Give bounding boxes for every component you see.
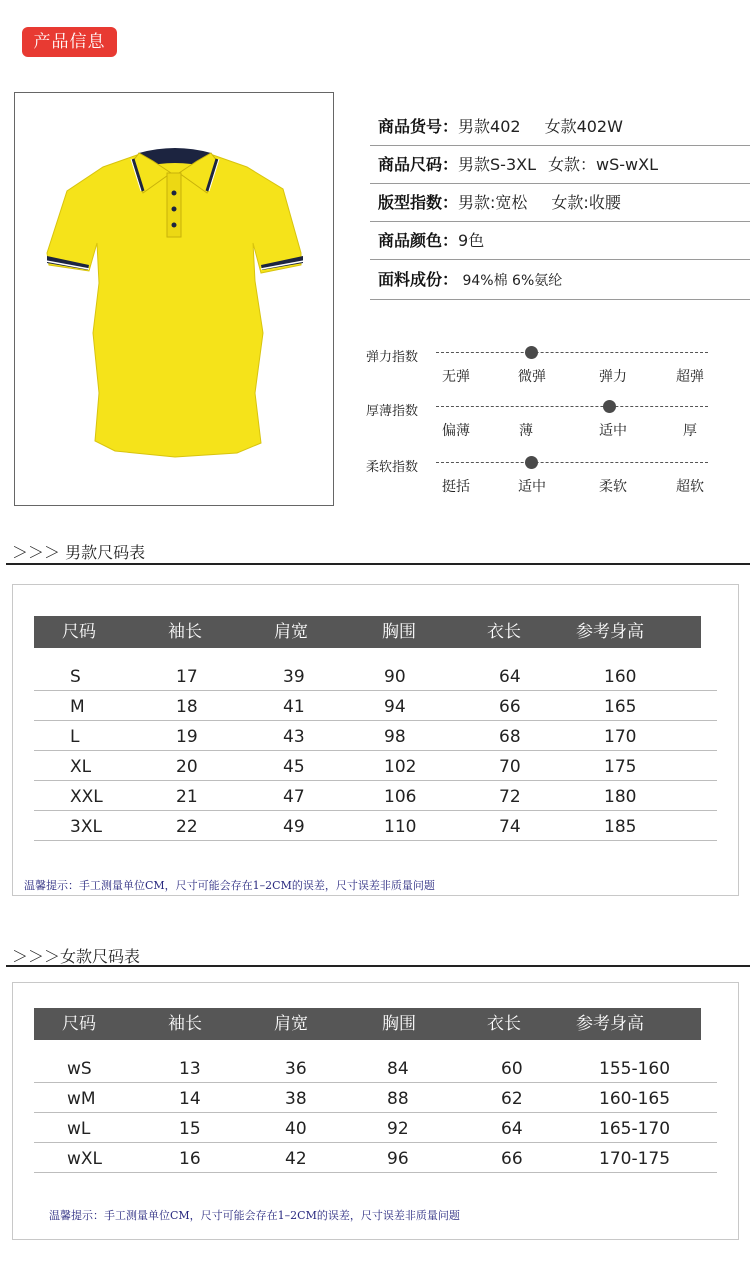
table-row [34, 781, 717, 811]
info-key: 版型指数： [378, 193, 459, 212]
table-cell: 165 [604, 697, 637, 717]
index-level: 挺括 [442, 479, 470, 495]
index-level: 弹力 [599, 369, 627, 385]
table-cell: wL [67, 1119, 91, 1139]
table-cell: 84 [387, 1059, 409, 1079]
section-tag: 产品信息 [22, 27, 117, 57]
divider [6, 563, 750, 565]
table-cell: 180 [604, 787, 637, 807]
header-cell: 尺码 [62, 622, 96, 642]
table-cell: 17 [176, 667, 198, 687]
table-cell: 16 [179, 1149, 201, 1169]
table-row [34, 661, 717, 691]
table-cell: 64 [499, 667, 521, 687]
table-cell: 40 [285, 1119, 307, 1139]
table-cell: 110 [384, 817, 417, 837]
table-cell: 90 [384, 667, 406, 687]
header-cell: 肩宽 [274, 1014, 308, 1034]
table-cell: 38 [285, 1089, 307, 1109]
men-size-title: ＞＞＞ 男款尺码表 [12, 543, 146, 562]
index-level: 微弹 [518, 369, 546, 385]
index-level: 适中 [599, 423, 627, 439]
index-level: 适中 [518, 479, 546, 495]
table-cell: 66 [499, 697, 521, 717]
table-cell: 21 [176, 787, 198, 807]
product-photo [14, 92, 334, 506]
table-cell: M [70, 697, 85, 717]
info-key: 商品尺码： [378, 155, 459, 174]
table-cell: 160 [604, 667, 637, 687]
table-cell: 66 [501, 1149, 523, 1169]
index-level: 柔软 [599, 479, 627, 495]
table-cell: 170-175 [599, 1149, 671, 1169]
table-header [34, 1008, 701, 1040]
header-cell: 参考身高 [576, 622, 644, 642]
table-cell: 14 [179, 1089, 201, 1109]
table-cell: L [70, 727, 80, 747]
table-row [34, 1143, 717, 1173]
table-cell: 70 [499, 757, 521, 777]
table-cell: 36 [285, 1059, 307, 1079]
table-cell: 92 [387, 1119, 409, 1139]
info-value: 9色 [458, 231, 485, 250]
table-cell: 185 [604, 817, 637, 837]
index-level: 无弹 [442, 369, 470, 385]
table-cell: 43 [283, 727, 305, 747]
header-cell: 衣长 [487, 622, 521, 642]
table-cell: 60 [501, 1059, 523, 1079]
index-scale-line [436, 406, 708, 407]
header-cell: 袖长 [168, 1014, 202, 1034]
index-level: 薄 [519, 423, 533, 439]
women-size-card [12, 982, 739, 1240]
info-value: 男款S-3XL [458, 155, 537, 174]
table-cell: 13 [179, 1059, 201, 1079]
table-cell: wM [67, 1089, 96, 1109]
table-cell: 155-160 [599, 1059, 671, 1079]
info-row-size [370, 146, 750, 184]
info-key: 商品颜色： [378, 231, 459, 250]
table-cell: 74 [499, 817, 521, 837]
table-cell: 19 [176, 727, 198, 747]
table-row [34, 751, 717, 781]
table-cell: 39 [283, 667, 305, 687]
polo-shirt-image [15, 93, 335, 507]
index-level: 超软 [676, 479, 704, 495]
info-value: 男款402 [458, 117, 521, 136]
table-cell: 102 [384, 757, 417, 777]
table-cell: 47 [283, 787, 305, 807]
info-row-color [370, 222, 750, 260]
table-row [34, 1053, 717, 1083]
info-value-2: 女款402W [544, 117, 623, 136]
table-cell: 22 [176, 817, 198, 837]
table-cell: 175 [604, 757, 637, 777]
table-cell: XL [70, 757, 92, 777]
index-scale-line [436, 352, 708, 353]
table-cell: 45 [283, 757, 305, 777]
info-value-2: 女款:收腰 [551, 193, 621, 212]
index-softness [366, 450, 711, 500]
index-marker [525, 346, 538, 359]
table-cell: 18 [176, 697, 198, 717]
header-cell: 参考身高 [576, 1014, 644, 1034]
index-thickness [366, 394, 711, 444]
header-cell: 胸围 [382, 1014, 416, 1034]
product-info-table [370, 108, 750, 300]
men-size-card [12, 584, 739, 896]
header-cell: 袖长 [168, 622, 202, 642]
info-value-2: 女款：wS-wXL [548, 155, 658, 174]
women-size-title: ＞＞＞女款尺码表 [12, 947, 141, 966]
info-key: 面料成份： [378, 270, 459, 289]
table-row [34, 691, 717, 721]
table-cell: S [70, 667, 81, 687]
info-row-sku [370, 108, 750, 146]
header-cell: 胸围 [382, 622, 416, 642]
index-name: 弹力指数 [366, 350, 419, 365]
measurement-note: 温馨提示：手工测量单位CM，尺寸可能会存在1–2CM的误差，尺寸误差非质量问题 [49, 1209, 460, 1222]
table-row [34, 1083, 717, 1113]
table-cell: 160-165 [599, 1089, 671, 1109]
index-marker [603, 400, 616, 413]
index-marker [525, 456, 538, 469]
table-cell: 49 [283, 817, 305, 837]
index-scale-line [436, 462, 708, 463]
table-cell: wXL [67, 1149, 103, 1169]
info-row-fabric [370, 260, 750, 300]
index-level: 厚 [683, 423, 697, 439]
table-cell: 42 [285, 1149, 307, 1169]
index-name: 厚薄指数 [366, 404, 419, 419]
table-row [34, 811, 717, 841]
table-row [34, 1113, 717, 1143]
table-cell: 62 [501, 1089, 523, 1109]
info-value: 94%棉 6%氨纶 [458, 273, 563, 289]
index-stretch [366, 340, 711, 390]
info-key: 商品货号： [378, 117, 459, 136]
table-row [34, 721, 717, 751]
table-cell: 98 [384, 727, 406, 747]
table-cell: 165-170 [599, 1119, 671, 1139]
table-cell: 106 [384, 787, 417, 807]
table-cell: 41 [283, 697, 305, 717]
table-cell: 64 [501, 1119, 523, 1139]
index-name: 柔软指数 [366, 460, 419, 475]
index-level: 偏薄 [442, 423, 470, 439]
table-cell: 88 [387, 1089, 409, 1109]
measurement-note: 温馨提示：手工测量单位CM，尺寸可能会存在1–2CM的误差，尺寸误差非质量问题 [24, 879, 435, 892]
table-header [34, 616, 701, 648]
header-cell: 尺码 [62, 1014, 96, 1034]
header-cell: 衣长 [487, 1014, 521, 1034]
info-row-fit [370, 184, 750, 222]
info-value: 男款:宽松 [458, 193, 528, 212]
table-cell: 15 [179, 1119, 201, 1139]
header-cell: 肩宽 [274, 622, 308, 642]
index-level: 超弹 [676, 369, 704, 385]
table-cell: wS [67, 1059, 92, 1079]
table-cell: 20 [176, 757, 198, 777]
table-cell: 72 [499, 787, 521, 807]
divider [6, 965, 750, 967]
table-cell: 68 [499, 727, 521, 747]
table-cell: 94 [384, 697, 406, 717]
table-cell: 96 [387, 1149, 409, 1169]
table-cell: XXL [70, 787, 103, 807]
table-cell: 3XL [70, 817, 102, 837]
table-cell: 170 [604, 727, 637, 747]
